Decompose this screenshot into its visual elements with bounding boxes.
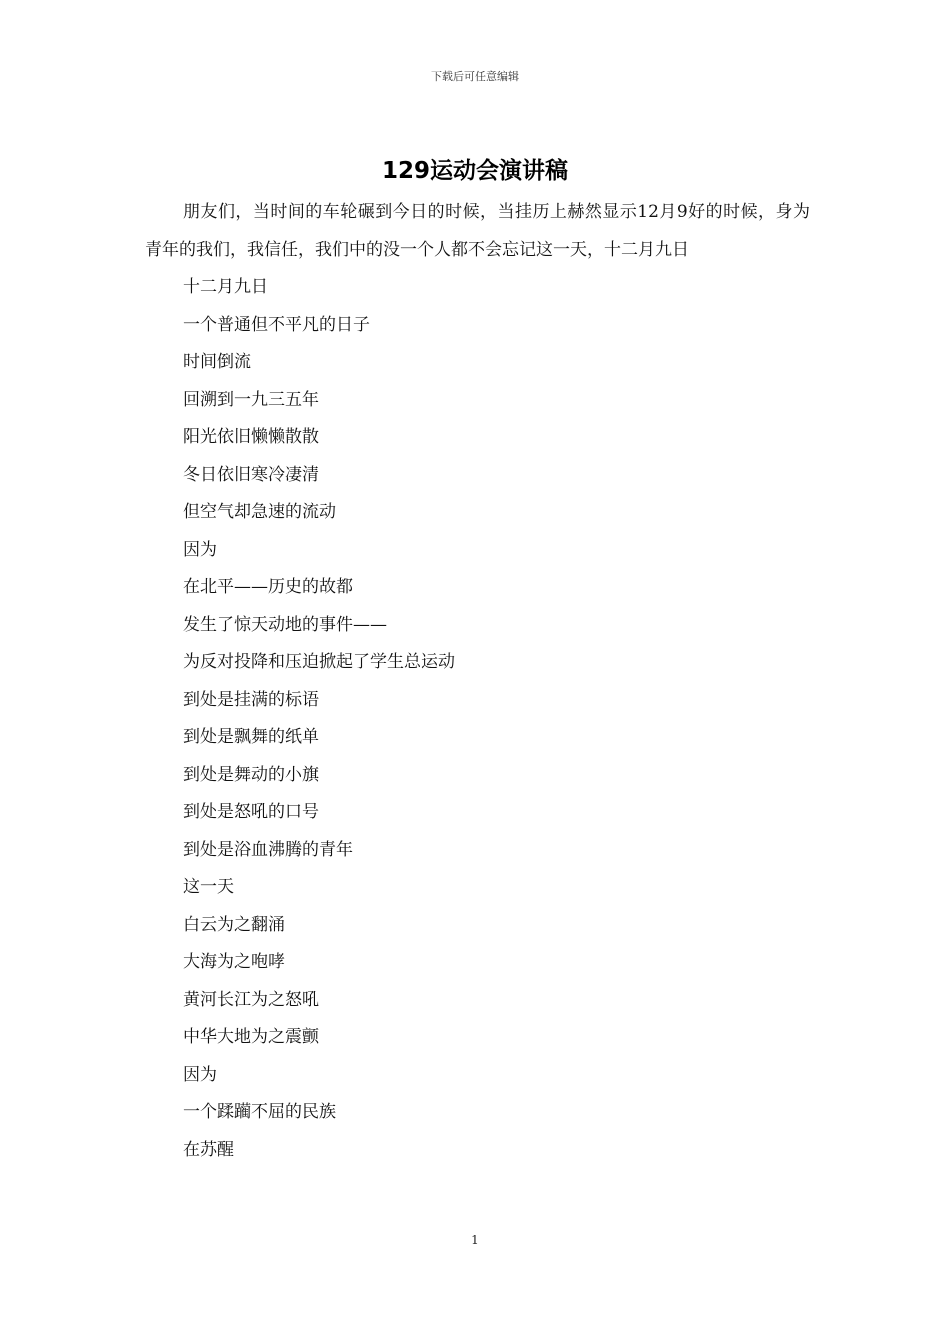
verse-line: 冬日依旧寒冷凄清 <box>183 464 319 485</box>
verse-line: 十二月九日 <box>183 277 268 297</box>
verse-line: 一个蹂躏不屈的民族 <box>183 1102 336 1122</box>
verse-line: 在北平——历史的故都 <box>183 577 353 597</box>
verse-line: 到处是飘舞的纸单 <box>183 727 319 747</box>
verse-line: 白云为之翻涌 <box>183 914 285 935</box>
verse-line: 因为 <box>183 539 217 560</box>
verse-line: 时间倒流 <box>183 352 251 372</box>
verse-line: 到处是舞动的小旗 <box>183 764 319 785</box>
document-body <box>145 194 810 1169</box>
verse-line: 在苏醒 <box>183 1139 234 1160</box>
page-header: 下载后可任意编辑 <box>431 70 519 83</box>
verse-line: 黄河长江为之怒吼 <box>183 989 319 1010</box>
verse-line: 回溯到一九三五年 <box>183 389 319 410</box>
verse-line: 到处是挂满的标语 <box>183 689 319 710</box>
document-title: 129运动会演讲稿 <box>381 158 568 184</box>
intro-paragraph: 朋友们，当时间的车轮碾到今日的时候，当挂历上赫然显示12月9好的时候，身为青年的我们，我信任，我们中的没一个人都不会忘记这一天，十二月九日 <box>145 202 810 260</box>
verse-line: 到处是浴血沸腾的青年 <box>183 839 353 860</box>
verse-line: 这一天 <box>183 877 234 897</box>
verse-line: 中华大地为之震颤 <box>183 1027 319 1047</box>
verse-line: 大海为之咆哮 <box>183 952 285 972</box>
verse-line: 发生了惊天动地的事件—— <box>183 614 387 635</box>
page-number: 1 <box>471 1233 479 1247</box>
verse-line: 一个普通但不平凡的日子 <box>183 314 370 335</box>
verse-line: 阳光依旧懒懒散散 <box>183 427 319 447</box>
verse-line: 但空气却急速的流动 <box>183 502 336 522</box>
verse-line: 因为 <box>183 1064 217 1085</box>
verse-line: 为反对投降和压迫掀起了学生总运动 <box>183 652 455 672</box>
verse-line: 到处是怒吼的口号 <box>183 802 319 822</box>
